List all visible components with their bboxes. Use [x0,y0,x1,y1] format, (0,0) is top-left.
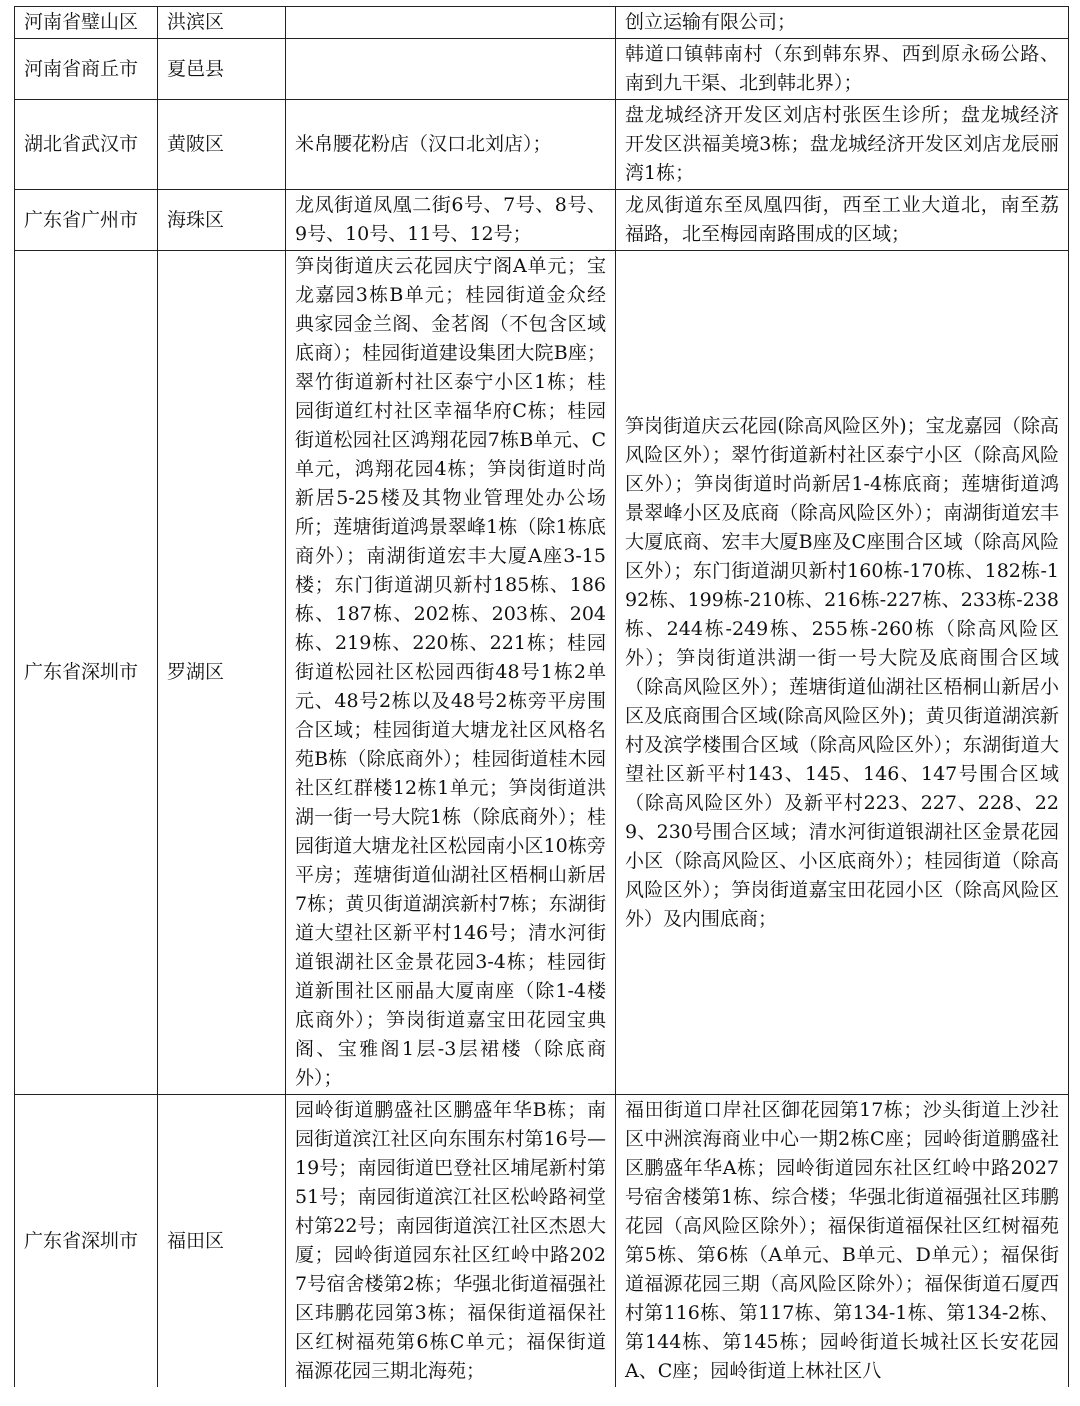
high-risk-area-cell [286,39,616,100]
mid-risk-area-cell: 福田街道口岸社区御花园第17栋；沙头街道上沙社区中洲滨海商业中心一期2栋C座；园岭街道鹏盛社区鹏盛年华A栋；园岭街道园东社区红岭中路2027号宿舍楼第1栋、综合楼；华强北街道福强社区玮鹏花园（高风险区除外）；福保街道福保社区红树福苑第5栋、第6栋（A单元、B单元、D单元）；福保街道福源花园三期（高风险区除外）；福保街道石厦西村第116栋、第117栋、第134-1栋、第134-2栋、第144栋、第145栋；园岭街道长城社区长安花园A、C座；园岭街道上林社区八 [616,1095,1069,1388]
table-row [15,190,1069,251]
district-cell: 夏邑县 [158,39,286,100]
district-cell: 海珠区 [158,190,286,251]
high-risk-area-cell: 米帛腰花粉店（汉口北刘店）； [286,100,616,190]
table-row [15,1095,1069,1388]
province-city-cell: 湖北省武汉市 [15,100,158,190]
risk-area-table [14,6,1069,1387]
table-row [15,39,1069,100]
district-cell: 福田区 [158,1095,286,1388]
province-city-cell: 广东省深圳市 [15,251,158,1095]
table-row [15,251,1069,1095]
district-cell: 罗湖区 [158,251,286,1095]
mid-risk-area-cell: 创立运输有限公司； [616,7,1069,39]
province-city-cell: 河南省璧山区 [15,7,158,39]
province-city-cell: 广东省广州市 [15,190,158,251]
mid-risk-area-cell: 韩道口镇韩南村（东到韩东界、西到原永砀公路、南到九干渠、北到韩北界）； [616,39,1069,100]
district-cell: 黄陂区 [158,100,286,190]
high-risk-area-cell [286,7,616,39]
province-city-cell: 河南省商丘市 [15,39,158,100]
mid-risk-area-cell: 笋岗街道庆云花园(除高风险区外)；宝龙嘉园（除高风险区外）；翠竹街道新村社区泰宁小区（除高风险区外）；笋岗街道时尚新居1-4栋底商；莲塘街道鸿景翠峰小区及底商（除高风险区外）；南湖街道宏丰大厦底商、宏丰大厦B座及C座围合区域（除高风险区外）；东门街道湖贝新村160栋-170栋、182栋-192栋、199栋-210栋、216栋-227栋、233栋-238栋、244栋-249栋、255栋-260栋（除高风险区外）；笋岗街道洪湖一街一号大院及底商围合区域（除高风险区外）；莲塘街道仙湖社区梧桐山新居小区及底商围合区域(除高风险区外)；黄贝街道湖滨新村及滨学楼围合区域（除高风险区外）；东湖街道大望社区新平村143、145、146、147号围合区域（除高风险区外）及新平村223、227、228、229、230号围合区域；清水河街道银湖社区金景花园小区（除高风险区、小区底商外）；桂园街道（除高风险区外）；笋岗街道嘉宝田花园小区（除高风险区外）及内围底商； [616,251,1069,1095]
high-risk-area-cell: 园岭街道鹏盛社区鹏盛年华B栋；南园街道滨江社区向东围东村第16号—19号；南园街道巴登社区埔尾新村第51号；南园街道滨江社区松岭路祠堂村第22号；南园街道滨江社区杰恩大厦；园岭街道园东社区红岭中路2027号宿舍楼第2栋；华强北街道福强社区玮鹏花园第3栋；福保街道福保社区红树福苑第6栋C单元；福保街道福源花园三期北海苑； [286,1095,616,1388]
high-risk-area-cell: 笋岗街道庆云花园庆宁阁A单元；宝龙嘉园3栋B单元；桂园街道金众经典家园金兰阁、金茗阁（不包含区域底商）；桂园街道建设集团大院B座；翠竹街道新村社区泰宁小区1栋；桂园街道红村社区幸福华府C栋；桂园街道松园社区鸿翔花园7栋B单元、C单元，鸿翔花园4栋；笋岗街道时尚新居5-25楼及其物业管理处办公场所；莲塘街道鸿景翠峰1栋（除1栋底商外）；南湖街道宏丰大厦A座3-15楼；东门街道湖贝新村185栋、186栋、187栋、202栋、203栋、204栋、219栋、220栋、221栋；桂园街道松园社区松园西街48号1栋2单元、48号2栋以及48号2栋旁平房围合区域；桂园街道大塘龙社区风格名苑B栋（除底商外）；桂园街道桂木园社区红群楼12栋1单元；笋岗街道洪湖一街一号大院1栋（除底商外）；桂园街道大塘龙社区松园南小区10栋旁平房；莲塘街道仙湖社区梧桐山新居7栋；黄贝街道湖滨新村7栋；东湖街道大望社区新平村146号；清水河街道银湖社区金景花园3-4栋；桂园街道新围社区丽晶大厦南座（除1-4楼底商外）；笋岗街道嘉宝田花园宝典阁、宝雅阁1层-3层裙楼（除底商外）； [286,251,616,1095]
district-cell: 洪滨区 [158,7,286,39]
table-row [15,7,1069,39]
high-risk-area-cell: 龙凤街道凤凰二街6号、7号、8号、9号、10号、11号、12号； [286,190,616,251]
mid-risk-area-cell: 龙凤街道东至凤凰四街，西至工业大道北，南至荔福路，北至梅园南路围成的区域； [616,190,1069,251]
mid-risk-area-cell: 盘龙城经济开发区刘店村张医生诊所；盘龙城经济开发区洪福美境3栋；盘龙城经济开发区刘店龙辰丽湾1栋； [616,100,1069,190]
province-city-cell: 广东省深圳市 [15,1095,158,1388]
table-row [15,100,1069,190]
